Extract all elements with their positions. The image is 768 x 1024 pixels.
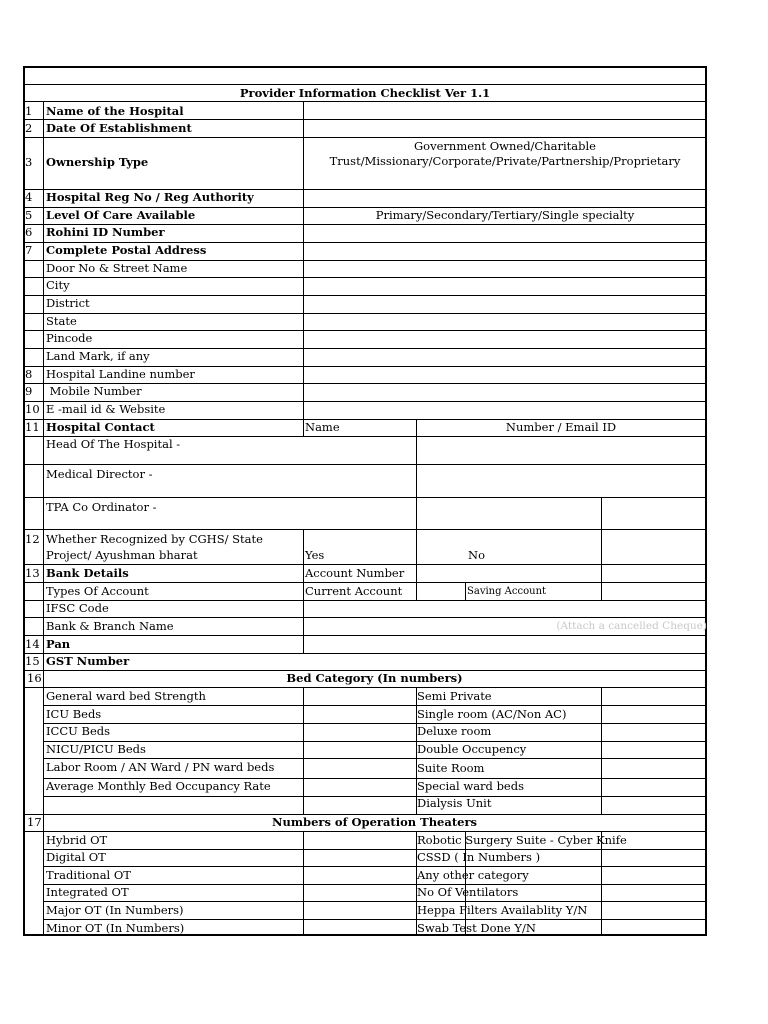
ownership-options-line2: Trust/Missionary/Corporate/Private/Partnership/Proprietary	[329, 154, 681, 168]
grid-line	[601, 497, 602, 529]
grid-line	[23, 497, 707, 498]
row-number: 9	[25, 384, 33, 398]
account-type-label: Types Of Account	[46, 584, 149, 598]
grid-line	[465, 582, 466, 600]
row-number: 15	[25, 654, 40, 668]
ot-type-label: Hybrid OT	[46, 833, 108, 847]
grid-line	[23, 66, 707, 68]
ot-type-label: Minor OT (In Numbers)	[46, 921, 185, 935]
ot-type-label: Traditional OT	[46, 868, 131, 882]
room-type-label: Dialysis Unit	[417, 796, 492, 810]
room-type-label: Semi Private	[417, 689, 492, 703]
checklist-sheet	[23, 66, 707, 936]
grid-line	[416, 529, 417, 600]
contact-number-header: Number / Email ID	[505, 420, 617, 434]
grid-line	[23, 330, 707, 331]
form-title: Provider Information Checklist Ver 1.1	[239, 86, 491, 100]
address-field-label: Land Mark, if any	[46, 349, 150, 363]
grid-line	[43, 866, 707, 867]
contact-name-header: Name	[305, 420, 340, 434]
grid-line	[43, 901, 707, 902]
row-number: 5	[25, 208, 33, 222]
ownership-options-line1: Government Owned/Charitable	[414, 139, 596, 153]
address-field-label: Door No & Street Name	[46, 261, 188, 275]
grid-line	[23, 635, 707, 636]
bed-type-label: ICU Beds	[46, 707, 102, 721]
grid-line	[43, 796, 707, 797]
bed-type-label: NICU/PICU Beds	[46, 742, 146, 756]
room-type-label: Double Occupency	[417, 742, 527, 756]
bed-type-label: General ward bed Strength	[46, 689, 206, 703]
room-type-label: Special ward beds	[417, 779, 524, 793]
reg-authority-label: Hospital Reg No / Reg Authority	[46, 190, 254, 204]
postal-address-label: Complete Postal Address	[46, 243, 207, 257]
hospital-contact-label: Hospital Contact	[46, 420, 155, 434]
address-field-label: City	[46, 278, 70, 292]
row-number: 10	[25, 402, 40, 416]
address-field-label: District	[46, 296, 90, 310]
grid-line	[23, 277, 707, 278]
grid-line	[23, 529, 707, 530]
row-number: 16	[27, 671, 42, 685]
grid-line	[705, 66, 707, 936]
level-of-care-options: Primary/Secondary/Tertiary/Single specialty	[375, 208, 635, 222]
bed-category-header: Bed Category (In numbers)	[286, 671, 463, 685]
recognition-label-line1: Whether Recognized by CGHS/ State	[46, 532, 263, 546]
grid-line	[303, 687, 304, 814]
hospital-name-label: Name of the Hospital	[46, 104, 184, 118]
recognition-yes[interactable]: Yes	[305, 548, 325, 562]
cheque-note: (Attach a cancelled Cheque)	[556, 620, 707, 632]
pan-label: Pan	[46, 637, 71, 651]
row-number: 12	[25, 532, 40, 546]
ownership-type-label: Ownership Type	[46, 155, 149, 169]
room-type-label: Deluxe room	[417, 724, 492, 738]
facility-label: Swab Test Done Y/N	[417, 921, 536, 935]
bank-details-label: Bank Details	[46, 566, 129, 580]
rohini-id-label: Rohini ID Number	[46, 225, 165, 239]
current-account-option[interactable]: Current Account	[305, 584, 403, 598]
room-type-label: Suite Room	[417, 761, 485, 775]
grid-line	[303, 101, 304, 436]
landline-label: Hospital Landine number	[46, 367, 195, 381]
grid-line	[601, 687, 602, 814]
row-number: 8	[25, 367, 33, 381]
ot-type-label: Digital OT	[46, 850, 106, 864]
room-type-label: Single room (AC/Non AC)	[417, 707, 567, 721]
grid-line	[601, 529, 602, 600]
grid-line	[23, 617, 707, 618]
tpa-coordinator-label: TPA Co Ordinator -	[46, 500, 157, 514]
row-number: 13	[25, 566, 40, 580]
medical-director-label: Medical Director -	[46, 467, 153, 481]
grid-line	[43, 723, 707, 724]
grid-line	[23, 831, 707, 832]
saving-account-option[interactable]: Saving Account	[467, 586, 547, 597]
branch-label: Bank & Branch Name	[46, 619, 174, 633]
grid-line	[23, 600, 707, 601]
grid-line	[23, 687, 707, 688]
row-number: 7	[25, 243, 33, 257]
grid-line	[43, 884, 707, 885]
recognition-no[interactable]: No	[468, 548, 485, 562]
gst-label: GST Number	[46, 654, 130, 668]
bed-type-label: Average Monthly Bed Occupancy Rate	[46, 779, 271, 793]
grid-line	[43, 758, 707, 759]
grid-line	[23, 137, 707, 138]
operation-theaters-header: Numbers of Operation Theaters	[271, 815, 477, 829]
ot-type-label: Integrated OT	[46, 885, 129, 899]
establishment-date-label: Date Of Establishment	[46, 121, 192, 135]
address-field-label: Pincode	[46, 331, 93, 345]
row-number: 11	[25, 420, 40, 434]
grid-line	[43, 101, 44, 936]
address-field-label: State	[46, 314, 77, 328]
row-number: 2	[25, 121, 33, 135]
grid-line	[303, 529, 304, 653]
bed-type-label: ICCU Beds	[46, 724, 111, 738]
row-number: 17	[27, 815, 42, 829]
grid-line	[23, 101, 707, 102]
grid-line	[43, 705, 707, 706]
head-of-hospital-label: Head Of The Hospital -	[46, 437, 181, 451]
grid-line	[23, 564, 707, 565]
grid-line	[23, 582, 707, 583]
recognition-label-line2: Project/ Ayushman bharat	[46, 548, 198, 562]
account-number-label: Account Number	[305, 566, 405, 580]
row-number: 3	[25, 155, 33, 169]
facility-label: Any other category	[417, 868, 529, 882]
facility-label: Robotic Surgery Suite - Cyber Knife	[417, 833, 627, 847]
row-number: 6	[25, 225, 33, 239]
grid-line	[23, 84, 707, 85]
level-of-care-label: Level Of Care Available	[46, 208, 196, 222]
facility-label: Heppa Filters Availablity Y/N	[417, 903, 588, 917]
mobile-label: Mobile Number	[46, 384, 142, 398]
row-number: 14	[25, 637, 40, 651]
row-number: 4	[25, 190, 33, 204]
grid-line	[416, 419, 417, 529]
grid-line	[23, 464, 707, 465]
ifsc-label: IFSC Code	[46, 601, 109, 615]
row-number: 1	[25, 104, 33, 118]
grid-line	[43, 849, 707, 850]
grid-line	[23, 119, 707, 120]
ot-type-label: Major OT (In Numbers)	[46, 903, 184, 917]
facility-label: CSSD ( In Numbers )	[417, 850, 541, 864]
grid-line	[23, 295, 707, 296]
email-website-label: E -mail id & Website	[46, 402, 166, 416]
bed-type-label: Labor Room / AN Ward / PN ward beds	[46, 760, 275, 774]
grid-line	[43, 919, 707, 920]
facility-label: No Of Ventilators	[417, 885, 519, 899]
grid-line	[23, 313, 707, 314]
